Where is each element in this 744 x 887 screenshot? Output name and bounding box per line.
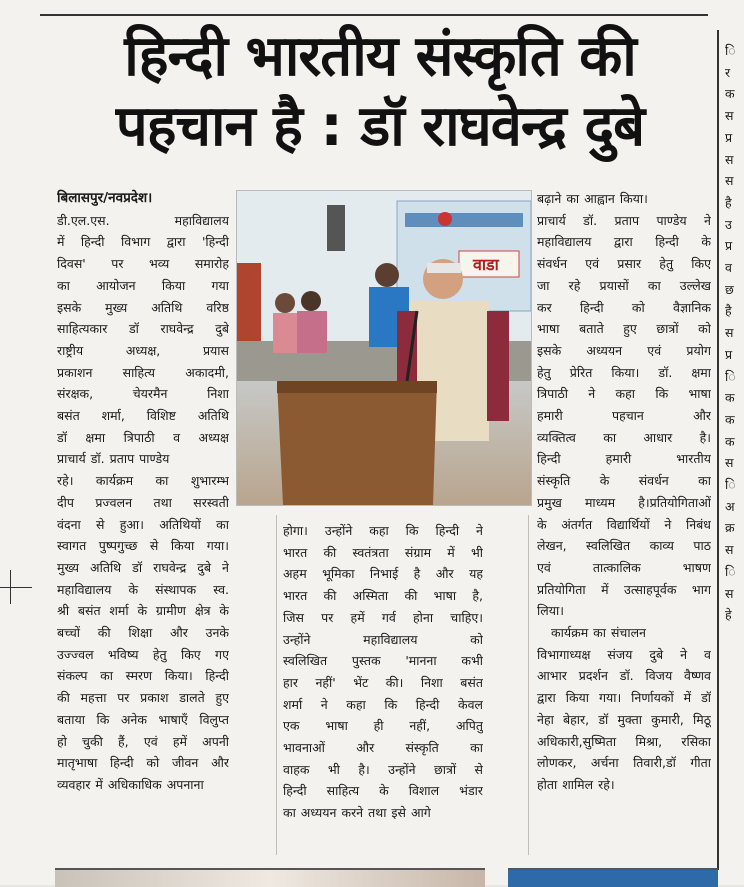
adjacent-article-line: स [725,151,734,167]
adjacent-article-line: क [725,411,735,427]
article-line: संस्कृति के संवर्धन का [537,473,711,489]
top-rule [40,14,708,16]
article-line: विभागाध्यक्ष संजय दुबे ने व [537,646,711,662]
column-divider-1 [276,515,277,855]
article-line: कर हिन्दी को वैज्ञानिक [537,299,711,315]
article-line: उन्होंने महाविद्यालय को [283,631,483,647]
article-line: व्यवहार में अधिकाधिक अपनाना [57,776,204,792]
article-line: डी.एल.एस. महाविद्यालय [57,212,229,228]
adjacent-article-line: क [725,433,735,449]
event-photo [236,190,532,506]
article-line: बताया कि अनेक भाषाएँ विलुप्त [57,711,229,727]
article-line: व्यक्तित्व का आधार है। [537,429,711,445]
headline-line-1: हिन्दी भारतीय संस्कृति की [124,24,636,89]
adjacent-article-fragment [725,40,744,860]
article-line: आभार प्रदर्शन डॉ. विजय वैष्णव [537,668,711,684]
article-line: एक भाषा ही नहीं, अपितु [283,718,483,734]
adjacent-article-line: है [725,303,732,319]
article-line: लेखन, स्वलिखित काव्य पाठ [537,538,711,554]
event-photo-illustration [237,191,531,505]
adjacent-article-line: हे [725,607,732,623]
adjacent-article-line: छ [725,281,734,297]
adjacent-article-line: स [725,108,734,124]
article-line: स्वलिखित पुस्तक 'मानना कभी [283,653,483,669]
crop-mark-vertical [10,570,11,604]
article-line: प्रकाशन साहित्य अकादमी, [57,364,229,380]
article-line: प्रतियोगिता में उत्साहपूर्वक भाग [537,581,711,597]
headline-line-2: पहचान है : डॉ राघवेन्द्र दुबे [115,94,645,159]
adjacent-article-line: क [725,390,735,406]
adjacent-article-rule [717,30,719,870]
adjacent-article-line: क [725,86,735,102]
article-line: दीप प्रज्वलन तथा सरस्वती [57,494,229,510]
article-column-2 [283,520,483,824]
article-line: इसके अध्ययन एवं प्रयोग [537,342,711,358]
adjacent-article-line: ि [725,563,736,579]
article-line: नेहा बेहार, डॉ मुक्ता कुमारी, मिठू [537,711,711,727]
adjacent-article-line: स [725,173,734,189]
article-line: शर्मा ने कहा कि हिन्दी केवल [283,696,483,712]
article-line: जिस पर हमें गर्व होना चाहिए। [283,609,483,625]
banner-text: वाडा [473,255,499,274]
article-line: संकल्प का स्मरण किया। हिन्दी [57,668,229,684]
article-line: राष्ट्रीय अध्यक्ष, प्रयास [57,342,229,358]
article-line: का अध्ययन करने तथा इसे आगे [283,805,431,821]
adjacent-article-line: ि [725,477,736,493]
article-line: एवं तात्कालिक भाषण [537,559,711,575]
article-line: होता शामिल रहे। [537,776,615,792]
article-line: डॉ क्षमा त्रिपाठी व अध्यक्ष [57,429,229,445]
crop-mark-horizontal [0,587,32,588]
adjacent-article-line: है [725,194,732,210]
article-line: वंदना से हुआ। अतिथियों का [57,516,229,532]
article-line: के अंतर्गत विद्यार्थियों ने निबंध [537,516,711,532]
article-line: भावनाओं और संस्कृति का [283,740,483,756]
article-line: भाषा बताते हुए छात्रों को [537,321,711,337]
adjacent-article-line: ि [725,368,736,384]
article-line: लोणकर, अर्चना तिवारी,डॉ गीता [537,755,711,771]
article-line: का आयोजन किया गया [57,277,229,293]
article-line: की महत्ता पर प्रकाश डालते हुए [57,690,229,706]
article-line: जा रहे प्रयासों का उल्लेख [537,277,711,293]
dateline: बिलासपुर/नवप्रदेश। [57,190,153,206]
article-line: वाहक भी है। उन्होंने छात्रों से [283,761,483,777]
adjacent-article-line: र [725,64,731,80]
article-line: स्वागत पुष्पगुच्छ से किया गया। [57,538,229,554]
adjacent-article-line: ि [725,43,736,58]
adjacent-article-line: क्र [725,520,735,536]
article-line: महाविद्यालय के संस्थापक स्व. [57,581,229,597]
column-divider-2 [528,515,529,855]
article-line: त्रिपाठी ने कहा कि भाषा [537,386,711,402]
adjacent-article-line: स [725,455,734,471]
adjacent-article-line: स [725,325,734,341]
article-line: महाविद्यालय द्वारा हिन्दी के [537,234,711,250]
adjacent-article-line: प्र [725,238,733,254]
article-line: इसके मुख्य अतिथि वरिष्ठ [57,299,229,315]
article-column-3 [537,188,711,796]
article-line: प्राचार्य डॉ. प्रताप पाण्डेय [57,451,170,467]
article-line: मातृभाषा हिन्दी को जीवन और [57,755,229,771]
article-line: बसंत शर्मा, विशिष्ट अतिथि [57,408,229,424]
next-article-photo-strip [55,868,485,887]
article-line: बच्चों की शिक्षा और उनके [57,625,229,641]
adjacent-article-line: प्र [725,129,733,145]
article-line: हेतु प्रेरित किया। डॉ. क्षमा [537,364,711,380]
adjacent-article-line: अ [725,498,735,514]
adjacent-article-line: व [725,260,732,276]
article-column-1 [57,188,229,796]
article-line: होगा। उन्होंने कहा कि हिन्दी ने [283,523,483,538]
article-line: मुख्य अतिथि डॉ राघवेन्द्र दुबे ने [57,559,229,575]
article-line: अहम भूमिका निभाई है और यह [283,566,483,582]
article-line: संरक्षक, चेयरमैन निशा [57,386,229,402]
article-line: अधिकारी,सुष्मिता मिश्रा, रसिका [537,733,711,749]
article-line: भारत की अस्मिता की भाषा है, [283,588,483,604]
article-line: संवर्धन एवं प्रसार हेतु किए [537,256,711,272]
adjacent-article-line: स [725,542,734,558]
article-line: प्राचार्य डॉ. प्रताप पाण्डेय ने [537,212,711,228]
article-line: हो चुकी हैं, एवं हमें अपनी [57,733,229,749]
article-line: में हिन्दी विभाग द्वारा 'हिन्दी [57,234,229,250]
article-line: हमारी पहचान और [537,408,711,424]
article-line: लिया। [537,603,564,619]
article-line: दिवस' पर भव्य समारोह [57,256,229,272]
article-line: कार्यक्रम का संचालन [551,625,646,641]
article-line: द्वारा किया गया। निर्णायकों में डॉ [537,690,711,706]
adjacent-article-line: प्र [725,346,733,362]
article-line: साहित्यकार डॉ राघवेन्द्र दुबे [57,321,229,337]
article-line: भारत की स्वतंत्रता संग्राम में भी [283,544,483,560]
article-line: उज्ज्वल भविष्य हेतु किए गए [57,646,229,662]
article-line: प्रमुख माध्यम है।प्रतियोगिताओं [537,494,711,510]
adjacent-article-line: उ [725,216,732,232]
article-line: श्री बसंत शर्मा के ग्रामीण क्षेत्र के [57,603,229,619]
adjacent-article-line: स [725,585,734,601]
article-line: हिन्दी साहित्य के विशाल भंडार [283,783,483,799]
article-line: हिन्दी हमारी भारतीय [537,451,711,467]
article-line: बढ़ाने का आह्वान किया। [537,191,648,206]
next-article-banner-strip [508,868,718,887]
article-line: रहे। कार्यक्रम का शुभारम्भ [57,473,229,489]
article-line: हार नहीं' भेंट की। निशा बसंत [283,674,483,690]
